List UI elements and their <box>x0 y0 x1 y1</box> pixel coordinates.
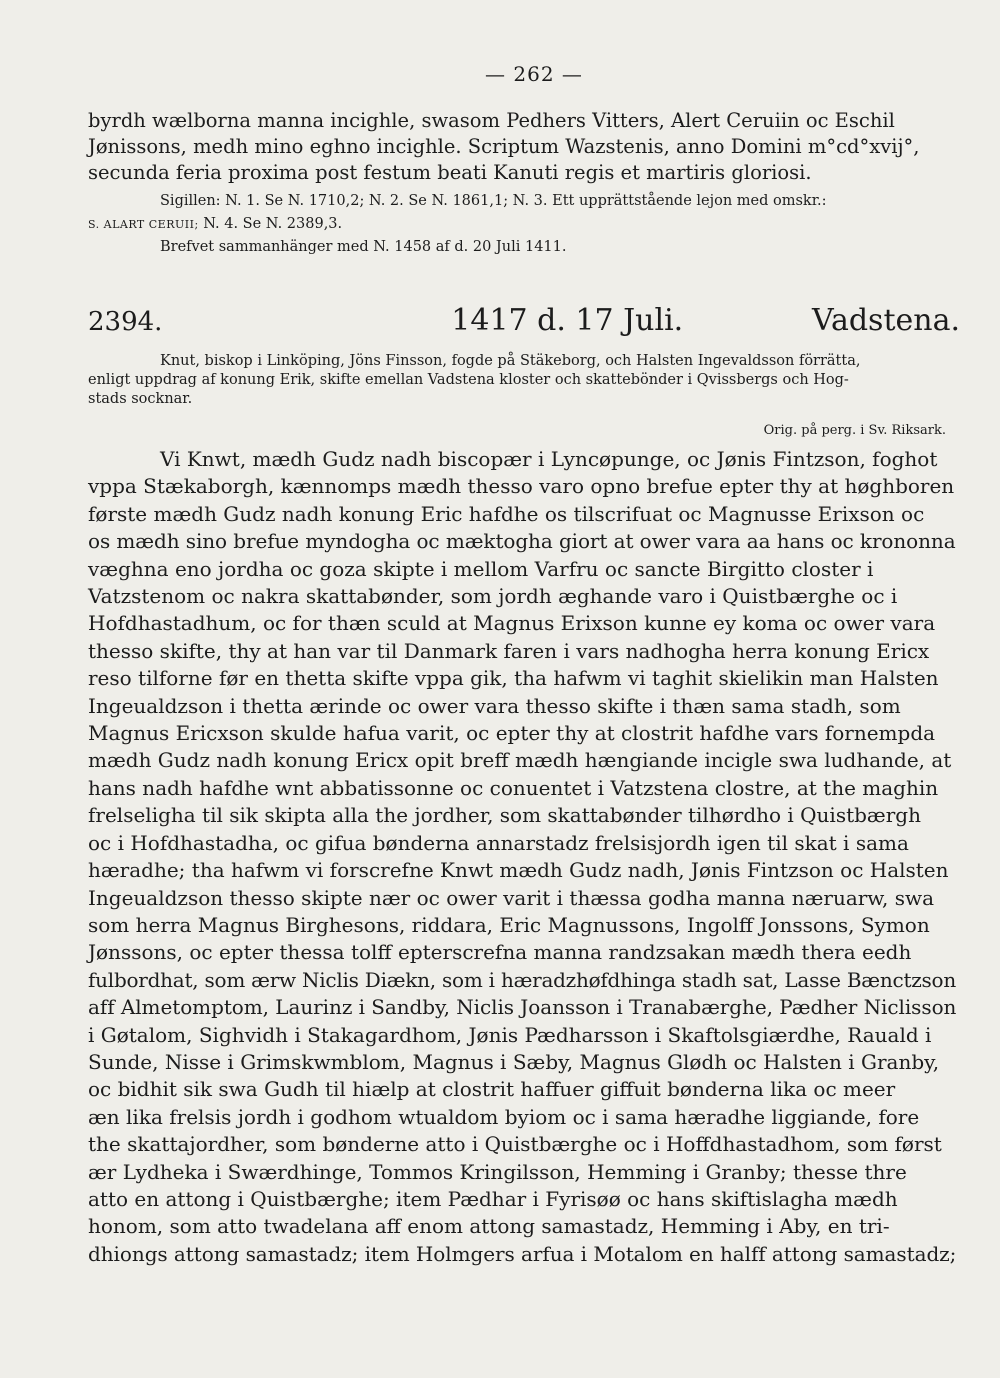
charter-line: frelsеligha til sik skipta alla the jordher, som skattabønder tilhørdho i Quistbærgh <box>88 803 921 828</box>
charter-line: Vi Knwt, mædh Gudz nadh biscopær i Lyncøpunge, oc Jønis Fintzson, foghot <box>160 447 938 471</box>
charter-line: thesso skifte, thy at han var til Danmark faren i vars nadhogha herra konung Ericx <box>88 638 930 663</box>
charter-line: Magnus Ericxson skulde hafua varit, oc epter thy at clostrit hafdhe vars fornempda <box>88 721 936 746</box>
charter-line: Jønssons, oc epter thessa tolff epterscrefna manna randzsakan mædh thera eedh <box>88 940 912 965</box>
summary-line: Knut, biskop i Linköping, Jöns Finsson, fogde på Stäkeborg, och Halsten Ingevaldsson förrätta, <box>160 353 861 369</box>
seals-line-rest: N. 4. Se N. 2389,3. <box>198 216 343 232</box>
charter-line: Ingeualdzson i thetta ærinde oc ower vara thesso skifte i thæn sama stadh, som <box>88 693 901 718</box>
source-reference: Orig. på perg. i Sv. Riksark. <box>763 423 946 438</box>
entry-number: 2394. <box>88 307 163 337</box>
charter-line: æn lika frelsis jordh i godhom wtualdom byiom oc i sama hæradhe liggiande, fore <box>88 1104 920 1129</box>
charter-line: hans nadh hafdhe wnt abbatissonne oc conuentet i Vatzstena clostre, at the maghin <box>88 775 939 800</box>
charter-line: Vatzstenom oc nakra skattabønder, som jordh æghande varo i Quistbærghe oc i <box>88 584 898 609</box>
document-page <box>88 62 960 1352</box>
charter-line: første mædh Gudz nadh konung Eric hafdhe os tilscrifuat oc Magnusse Erixson oc <box>88 501 925 526</box>
intro-paragraph <box>88 108 960 186</box>
charter-line: Sunde, Nisse i Grimskwmblom, Magnus i Sæby, Magnus Glødh oc Halsten i Granby, <box>88 1049 940 1074</box>
seal-inscription: S. ALART CERUII; <box>88 218 199 231</box>
page-number: — 262 — <box>485 62 583 86</box>
seals-note <box>88 190 960 259</box>
charter-line: Ingeualdzson thesso skipte nær oc ower varit i thæssa godha manna næruarw, swa <box>88 885 935 910</box>
charter-line: fulbordhat, som ærw Niclis Diækn, som i hæradzhøfdhinga stadh sat, Lasse Bænctzson <box>88 967 956 992</box>
charter-line: ær Lydheka i Swærdhinge, Tommos Kringilsson, Hemming i Granby; thesse thre <box>88 1159 907 1184</box>
letter-note: Brefvet sammanhänger med N. 1458 af d. 20 Juli 1411. <box>160 239 567 255</box>
entry-heading <box>88 303 960 338</box>
charter-line: i Gøtalom, Sighvidh i Stakagardhom, Jønis Pædharsson i Skaftolsgiærdhe, Rauald i <box>88 1022 932 1047</box>
charter-line: vppa Stækaborgh, kænnomps mædh thesso varo opno brefue epter thy at høghboren <box>88 474 955 499</box>
charter-line: atto en attong i Quistbærghe; item Pædhar i Fyrisøø oc hans skiftislagha mædh <box>88 1186 898 1211</box>
charter-line: reso tilforne før en thetta skifte vppa gik, tha hafwm vi taghit skielikin man Halsten <box>88 666 939 691</box>
intro-line: secunda feria proxima post festum beati Kanuti regis et martiris gloriosi. <box>88 161 812 184</box>
charter-line: som herra Magnus Birghesons, riddara, Eric Magnussons, Ingolff Jonssons, Symon <box>88 912 930 937</box>
charter-line: hæradhe; tha hafwm vi forscrefne Knwt mædh Gudz nadh, Jønis Fintzson oc Halsten <box>88 858 949 883</box>
charter-line: the skattajordher, som bønderne atto i Quistbærghe oc i Hoffdhastadhom, som først <box>88 1132 942 1157</box>
charter-line: aff Almetomptom, Laurinz i Sandby, Niclis Joansson i Tranabærghe, Pædher Niclisson <box>88 995 957 1020</box>
charter-text <box>88 446 960 1268</box>
charter-line: oc i Hofdhastadha, oc gifua bønderna annarstadz frelsisjordh igen til skat i sama <box>88 830 909 855</box>
seals-line <box>88 213 960 236</box>
charter-line: Hofdhastadhum, oc for thæn sculd at Magnus Erixson kunne ey koma oc ower vara <box>88 611 936 636</box>
charter-line: dhiongs attong samastadz; item Holmgers arfua i Motalom en halff attong samastadz; <box>88 1241 957 1266</box>
seals-line: Sigillen: N. 1. Se N. 1710,2; N. 2. Se N. 1861,1; N. 3. Ett upprättstående lejon med omskr.: <box>160 193 827 209</box>
charter-line: mædh Gudz nadh konung Ericx opit breff mædh hængiande incigle swa ludhande, at <box>88 748 952 773</box>
summary-line: stads socknar. <box>88 391 193 407</box>
entry-date: 1417 d. 17 Juli. <box>451 303 684 338</box>
charter-line: os mædh sino brefue myndogha oc mæktogha giort at ower vara aa hans oc krononna <box>88 529 956 554</box>
entry-place: Vadstena. <box>812 303 960 338</box>
intro-line: byrdh wælborna manna incighle, swasom Pedhers Vitters, Alert Ceruiin oc Eschil <box>88 109 895 132</box>
charter-line: væghna eno jordha oc goza skipte i mellom Varfru oc sancte Birgitto closter i <box>88 556 874 581</box>
charter-line: oc bidhit sik swa Gudh til hiælp at clostrit haffuer giffuit bønderna lika oc meer <box>88 1077 896 1102</box>
entry-summary <box>88 352 960 409</box>
charter-line: honom, som atto twadelana aff enom attong samastadz, Hemming i Aby, en tri- <box>88 1214 890 1239</box>
intro-line: Jønissons, medh mino eghno incighle. Scriptum Wazstenis, anno Domini m°cd°xvij°, <box>88 135 920 158</box>
summary-line: enligt uppdrag af konung Erik, skifte emellan Vadstena kloster och skattebönder i Qvissbergs och Hog- <box>88 372 849 388</box>
